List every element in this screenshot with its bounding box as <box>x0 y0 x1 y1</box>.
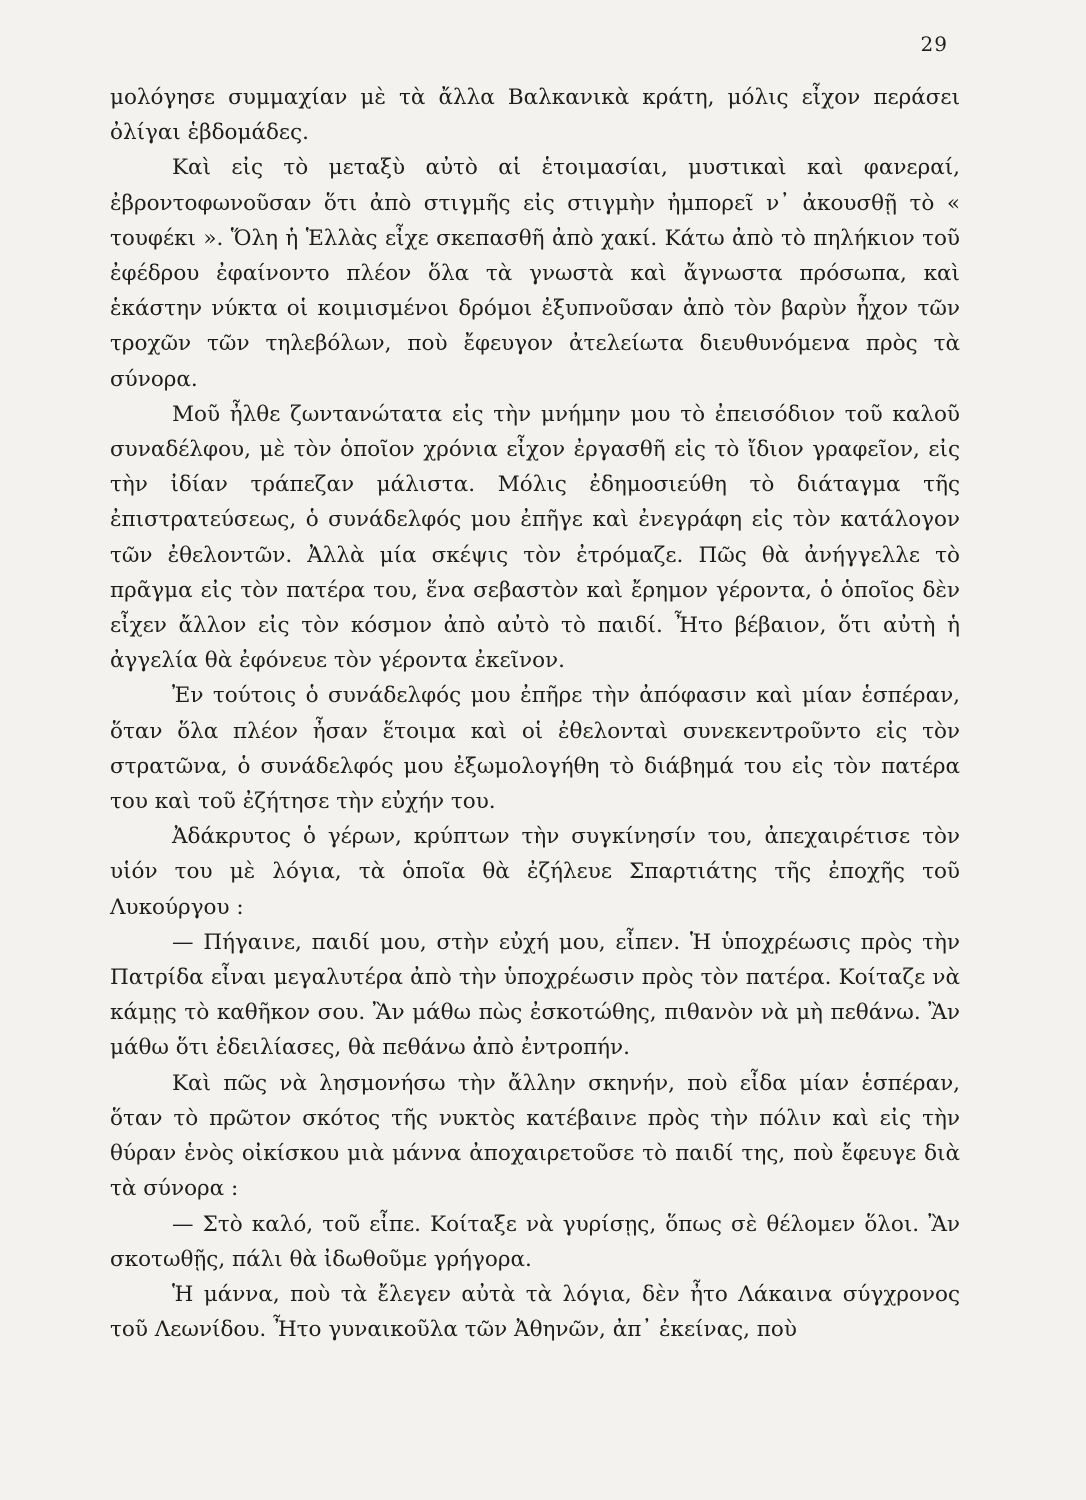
page-number: 29 <box>920 32 948 56</box>
body-text <box>110 80 960 1347</box>
paragraph: — Πήγαινε, παιδί μου, στὴν εὐχή μου, εἶπεν. Ἡ ὑποχρέωσις πρὸς τὴν Πατρίδα εἶναι μεγαλυτέρα ἀπὸ τὴν ὑποχρέωσιν πρὸς τὸν πατέρα. Κοίταζε νὰ κάμῃς τὸ καθῆκον σου. Ἂν μάθω πὼς ἐσκοτώθης, πιθανὸν νὰ μὴ πεθάνω. Ἂν μάθω ὅτι ἐδειλίασες, θὰ πεθάνω ἀπὸ ἐντροπήν. <box>110 929 960 1061</box>
paragraph: Μοῦ ἦλθε ζωντανώτατα εἰς τὴν μνήμην μου τὸ ἐπεισόδιον τοῦ καλοῦ συναδέλφου, μὲ τὸν ὁποῖον χρόνια εἶχον ἐργασθῆ εἰς τὸ ἴδιον γραφεῖον, εἰς τὴν ἰδίαν τράπεζαν μάλιστα. Μόλις ἐδημοσιεύθη τὸ διάταγμα τῆς ἐπιστρατεύσεως, ὁ συνάδελφός μου ἐπῆγε καὶ ἐνεγράφη εἰς τὸν κατάλογον τῶν ἐθελοντῶν. Ἀλλὰ μία σκέψις τὸν ἐτρόμαζε. Πῶς θὰ ἀνήγγελλε τὸ πρᾶγμα εἰς τὸν πατέρα του, ἕνα σεβαστὸν καὶ ἔρημον γέροντα, ὁ ὁποῖος δὲν εἶχεν ἄλλον εἰς τὸν κόσμον ἀπὸ αὐτὸ τὸ παιδί. Ἦτο βέβαιον, ὅτι αὐτὴ ἡ ἀγγελία θὰ ἐφόνευε τὸν γέροντα ἐκεῖνον. <box>110 401 960 674</box>
paragraph: — Στὸ καλό, τοῦ εἶπε. Κοίταξε νὰ γυρίσῃς, ὅπως σὲ θέλομεν ὅλοι. Ἂν σκοτωθῇς, πάλι θὰ ἰδωθοῦμε γρήγορα. <box>110 1211 960 1272</box>
paragraph: μολόγησε συμμαχίαν μὲ τὰ ἄλλα Βαλκανικὰ κράτη, μόλις εἶχον περάσει ὀλίγαι ἑβδομάδες. <box>110 85 960 146</box>
paragraph: Καὶ εἰς τὸ μεταξὺ αὐτὸ αἱ ἑτοιμασίαι, μυστικαὶ καὶ φανεραί, ἐβροντοφωνοῦσαν ὅτι ἀπὸ στιγμῆς εἰς στιγμὴν ἠμπορεῖ ν᾿ ἀκουσθῇ τὸ « τουφέκι ». Ὅλη ἡ Ἑλλὰς εἶχε σκεπασθῆ ἀπὸ χακί. Κάτω ἀπὸ τὸ πηλήκιον τοῦ ἐφέδρου ἐφαίνοντο πλέον ὅλα τὰ γνωστὰ καὶ ἄγνωστα πρόσωπα, καὶ ἑκάστην νύκτα οἱ κοιμισμένοι δρόμοι ἐξυπνοῦσαν ἀπὸ τὸν βαρὺν ἦχον τῶν τροχῶν τῶν τηλεβόλων, ποὺ ἔφευγον ἀτελείωτα διευθυνόμενα πρὸς τὰ σύνορα. <box>110 155 960 392</box>
paragraph: Ἀδάκρυτος ὁ γέρων, κρύπτων τὴν συγκίνησίν του, ἀπεχαιρέτισε τὸν υἱόν του μὲ λόγια, τὰ ὁποῖα θὰ ἐζήλευε Σπαρτιάτης τῆς ἐποχῆς τοῦ Λυκούργου : <box>110 824 960 920</box>
paragraph: Ἡ μάννα, ποὺ τὰ ἔλεγεν αὐτὰ τὰ λόγια, δὲν ἦτο Λάκαινα σύγχρονος τοῦ Λεωνίδου. Ἦτο γυναικοῦλα τῶν Ἀθηνῶν, ἀπ᾿ ἐκείνας, ποὺ <box>110 1281 960 1343</box>
paragraph: Ἐν τούτοις ὁ συνάδελφός μου ἐπῆρε τὴν ἀπόφασιν καὶ μίαν ἑσπέραν, ὅταν ὅλα πλέον ἦσαν ἕτοιμα καὶ οἱ ἐθελονταὶ συνεκεντροῦντο εἰς τὸν στρατῶνα, ὁ συνάδελφός μου ἐξωμολογήθη τὸ διάβημά του εἰς τὸν πατέρα του καὶ τοῦ ἐζήτησε τὴν εὐχήν του. <box>110 683 960 815</box>
paragraph: Καὶ πῶς νὰ λησμονήσω τὴν ἄλλην σκηνήν, ποὺ εἶδα μίαν ἑσπέραν, ὅταν τὸ πρῶτον σκότος τῆς νυκτὸς κατέβαινε πρὸς τὴν πόλιν καὶ εἰς τὴν θύραν ἑνὸς οἰκίσκου μιὰ μάννα ἀποχαιρετοῦσε τὸ παιδί της, ποὺ ἔφευγε διὰ τὰ σύνορα : <box>110 1070 960 1202</box>
